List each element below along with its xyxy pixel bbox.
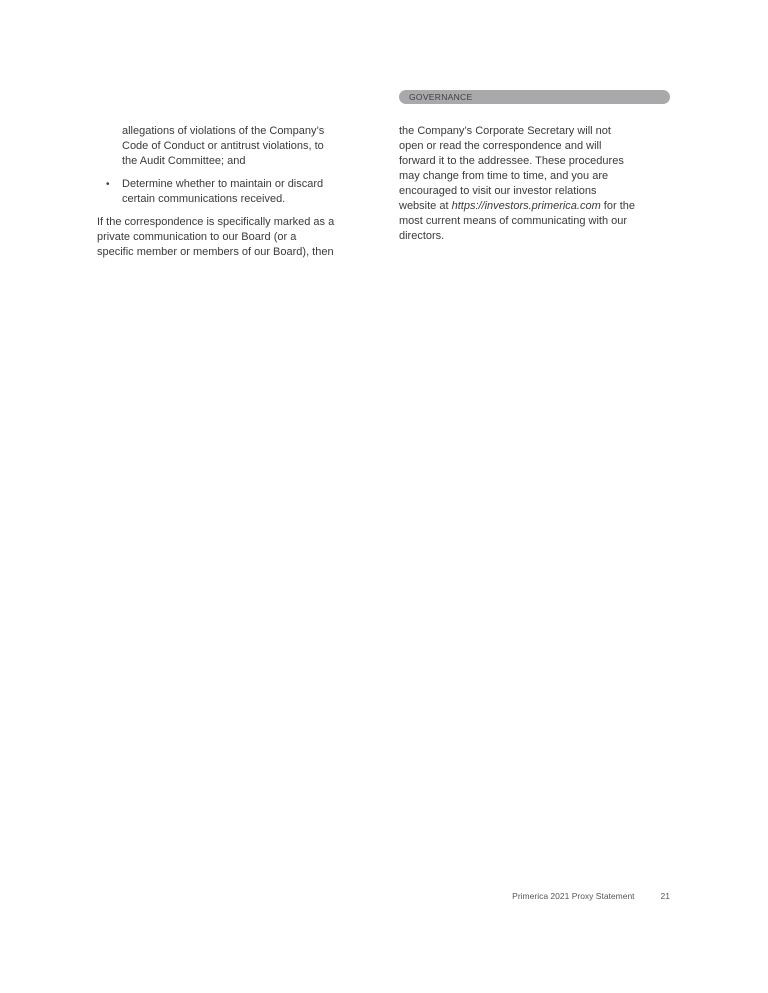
section-tab — [399, 90, 670, 104]
list-item-text: allegations of violations of the Company’s Code of Conduct or antitrust violations, to the Audit Committee; and — [122, 125, 325, 167]
right-column — [399, 124, 679, 244]
list-item-continuation — [97, 124, 377, 169]
bullet-marker: • — [106, 179, 110, 190]
footer-document-title: Primerica 2021 Proxy Statement — [512, 891, 635, 901]
section-tab-label: GOVERNANCE — [409, 92, 473, 102]
paragraph: the Company’s Corporate Secretary will not open or read the correspondence and will forward it to the addressee. These procedures may change from time to time, and you are encouraged to visit our investor relations website at https://investors.primerica.com for the most current means of communicating with our directors. — [399, 125, 635, 242]
page-footer — [399, 891, 670, 902]
footer-page-number: 21 — [660, 891, 670, 901]
left-column — [97, 124, 377, 260]
paragraph: If the correspondence is specifically marked as a private communication to our Board (or a specific member or members of our Board), then — [97, 216, 335, 258]
list-item-text: Determine whether to maintain or discard certain communications received. — [122, 178, 324, 205]
list-item — [97, 177, 377, 207]
